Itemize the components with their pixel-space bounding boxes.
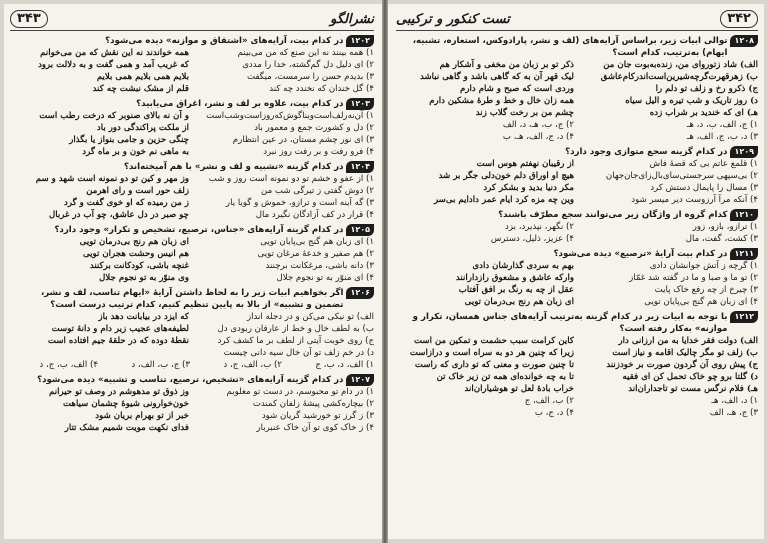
page-number: ۳۴۲ — [720, 10, 758, 28]
verse-line: که غریب آمد و همی گفت و به دلالت برود — [38, 60, 189, 70]
verse-item: ب) زهرقهرت‌گرچه‌شیرین‌است‌اندرکام‌عاشق — [600, 72, 758, 82]
question-stem: با توجه به ابیات زیر در کدام گزینه به‌ترتیب آرایه‌های جناس همسان، تکرار و موازنه» به‌کار رفته است؟ — [412, 312, 728, 334]
answer-option: ۴) ز خاک کوی تو آن خاک عنبربار — [256, 423, 374, 433]
question-stem-row — [10, 98, 374, 110]
question-block — [10, 35, 374, 95]
question-stem: اگر بخواهیم ابیات زیر را به لحاظ داشتن آرایهٔ «ایهام تناسب، لف و نشر، تضمین و تشبیه» از بالا به پایین تنظیم کنیم، کدام ترتیب درست است؟ — [40, 288, 344, 310]
answer-option: ۴) د، ج، ب — [534, 408, 574, 418]
verse-line: وین چه مزه کرد ایام عمر دادایم بی‌سر — [433, 195, 574, 205]
verse-line: از ملکت پراکندگی دور باد — [96, 123, 189, 133]
verse-line: تا به چه خوانده‌ای همه تن زیر خاک تن — [436, 372, 574, 382]
question-number: ۱۲۰۳ — [346, 98, 374, 110]
question-stem: در کدام گزینه سجع متوازی وجود دارد؟ — [565, 147, 728, 157]
question-stem: در کدام بیت، آرایه‌های «اشتقاق و موازنه» دیده می‌شود؟ — [105, 36, 344, 46]
answer-option: ۲) ج، ب، هـ، د، الف — [502, 120, 574, 130]
verse-line: هیچ او اوراق دلم خون‌دلی جگر بر شد — [438, 171, 574, 181]
verse-line: زیرا که چنین هر دو به سراه است و درازاست — [409, 348, 574, 358]
verse-line: لطیفه‌های عجیب زیر دام و دانهٔ توست — [51, 324, 189, 334]
verse-line: زلف حور است و رای اهرمن — [86, 186, 189, 196]
question-block — [396, 146, 758, 206]
question-stem: در کدام بیت، علاوه بر لف و نشر، اغراق می‌یابید؟ — [136, 99, 344, 109]
verse-item: هـ) ای که خندید بر شراب زده — [649, 108, 758, 118]
question-body — [10, 173, 374, 221]
page-number: ۳۴۳ — [10, 10, 48, 28]
verse-line: ای زبان هم رنج بی‌درمان تویی — [464, 297, 574, 307]
options-column — [580, 260, 758, 308]
verse-line: چشم من بر رخت گلاب زند — [475, 108, 574, 118]
answer-option: ۱) آن‌نه‌رلف‌است‌وبناگوش‌که‌روز‌است‌وشب‌است — [206, 111, 374, 121]
question-body — [10, 236, 374, 284]
answer-options — [396, 221, 758, 245]
verse-line: وارکه عاشق و مشعوق رازدارانند — [455, 273, 574, 283]
question-stem: در کدام گزینه آرایه‌های «تشخیص، ترصیع، تناسب و تشبیه» دیده می‌شود؟ — [37, 375, 344, 385]
answer-options — [10, 359, 374, 371]
verse-column — [396, 158, 574, 206]
question-list — [396, 35, 758, 419]
left-page — [4, 4, 382, 539]
answer-option: ۴) ای منوّر به تو نجوم جلال — [276, 273, 374, 283]
question-number: ۱۲۰۴ — [346, 161, 374, 173]
answer-option: ۱) گرچه ز آتش جوانشان دادی — [649, 261, 758, 271]
right-page-header — [396, 8, 758, 31]
answer-option: ۴) قرار در کف آزادگان نگیرد مال — [255, 210, 374, 220]
answer-option: ۳) گه آینه است و ترازو، خموش و گویا یار — [225, 198, 374, 208]
verse-column — [10, 110, 189, 158]
verse-line: هم انیس وحشت هجران تویی — [82, 249, 189, 259]
verse-column — [10, 236, 189, 284]
verse-column — [396, 260, 574, 308]
options-column — [195, 386, 374, 434]
answer-option: ۴) آنکه مرآ آرزوست دیر میسر شود — [631, 195, 758, 205]
answer-option: ۳) کشت، گفت، مال — [685, 234, 758, 244]
options-column — [580, 59, 758, 119]
answer-option: ۳) دانه باشی، مرغکانت برچنند — [265, 261, 374, 271]
question-stem: در کدام گزینه «تشبیه و لف و نشر» با هم آمیخته‌اند؟ — [123, 162, 344, 172]
answer-option: ۴) عزیز، ذلیل، دسترس — [490, 234, 574, 244]
verse-line: چنگی حزین و جامی بنواز یا بگذار — [69, 135, 189, 145]
page-title: تست‌ کنکور و ترکیبی — [396, 11, 510, 27]
answer-option: ۳) د، ب، ج، الف، هـ — [686, 132, 758, 142]
question-stem-row — [10, 287, 374, 311]
verse-line: خون‌خوارونی شیوهٔ چشمان سیاهت — [62, 399, 189, 409]
answer-option: ۴) الف، ب، ج، د — [39, 360, 98, 370]
question-body — [396, 59, 758, 119]
right-page — [388, 4, 764, 539]
verse-column — [10, 311, 189, 359]
answer-option: ۳) چیرخ از چه رفع خاک پایت — [654, 285, 758, 295]
answer-option: ۱) از عفو و خشم تو دو نمونه است روز و شب — [208, 174, 374, 184]
question-stem-row — [396, 248, 758, 260]
question-body — [10, 110, 374, 158]
question-stem-row — [396, 311, 758, 335]
answer-option: ۱) قلمع عاتم بی که قصهٔ فاش — [649, 159, 758, 169]
options-column — [195, 110, 374, 158]
verse-item: ب) زلف تو مگر چالیک اقامه و نیاز است — [612, 348, 758, 358]
question-block — [396, 248, 758, 308]
options-column — [580, 158, 758, 206]
verse-line: قلم از مشک نبشت چه کند — [92, 84, 189, 94]
answer-option: الف) تو نیکی می‌کن و در دجله انداز — [246, 312, 374, 322]
question-stem: در کدام گزینه آرایه‌های «جناس، ترصیع، تشخیص و تکرار» وجود دارد؟ — [54, 225, 344, 235]
verse-line: ای زبان هم رنج بی‌درمان تویی — [79, 237, 189, 247]
answer-option: ۴) فرو رفت و بر رفت روز نبرد — [263, 147, 374, 157]
question-number: ۱۲۰۸ — [730, 35, 758, 47]
answer-option: ۳) ج، هـ، الف — [709, 408, 758, 418]
verse-item: د) روز تاریک و شب تیره و الیل سیاه — [625, 96, 758, 106]
left-page-header — [10, 8, 374, 31]
answer-option: د) در خم زلف تو آن خال سیه دانی چیست — [223, 348, 374, 358]
verse-line: ز من رمیده که او خوی گفت و گرد — [64, 198, 189, 208]
answer-option: ۳) ای نور چشم مستان، در عین انتظارم — [232, 135, 374, 145]
answer-option: ۳) مسال را پایمال دستش کرد — [650, 183, 758, 193]
verse-item: الف) دولت فقر خدایا به من ارزانی دار — [618, 336, 758, 346]
options-column — [195, 311, 374, 359]
verse-line: نقطهٔ دوده که در حلقهٔ جیم افتاده است — [47, 336, 189, 346]
answer-option: ۳) ج، ب، الف، د — [131, 360, 190, 370]
verse-line: همه زان خال و خط و طرهٔ مشکین دارم — [429, 96, 574, 106]
verse-line: بلایم همی بلایم همی بلایم — [96, 72, 189, 82]
question-stem-row — [396, 209, 758, 221]
answer-option: ۲) دل و کشورت جمع و معمور باد — [254, 123, 374, 133]
answer-option: ۲) نگهر، نپذیرد، بزد — [505, 222, 574, 232]
verse-line: چو صبر در دل عاشق، چو آب در غربال — [49, 210, 189, 220]
answer-options — [396, 395, 758, 419]
question-number: ۱۲۰۹ — [730, 146, 758, 158]
question-number: ۱۲۱۲ — [730, 311, 758, 323]
verse-line: وز ذوق تو مدهوشم در وصف تو حیرانم — [48, 387, 189, 397]
question-block — [396, 311, 758, 419]
answer-option: ۳) ز گرز تو خورشید گریان شود — [261, 411, 374, 421]
answer-option: ۱) الف، د، ب، ج — [315, 360, 374, 370]
answer-option: ۲) ب، الف، ج — [524, 396, 574, 406]
question-body — [10, 47, 374, 95]
question-body — [10, 386, 374, 434]
verse-line: بهم به سردی گذارشان دادی — [472, 261, 574, 271]
answer-option: ب) به لطف خال و خط از عارفان ربودی دل — [217, 324, 374, 334]
answer-option: ۲) ب، الف، ج، د — [223, 360, 282, 370]
question-stem-row — [10, 224, 374, 236]
verse-line: خبر از تو بهرام بریان شود — [95, 411, 189, 421]
question-stem-row — [396, 146, 758, 158]
verse-line: وز مهر و کین تو دو نمونه است شهد و سم — [35, 174, 189, 184]
question-stem: در کدام بیت آرایهٔ «ترصیع» دیده می‌شود؟ — [553, 249, 728, 259]
answer-option: ۴) ای زبان هم گنج بی‌پایان تویی — [644, 297, 758, 307]
verse-column — [396, 335, 574, 395]
question-block — [10, 287, 374, 371]
options-column — [195, 47, 374, 95]
answer-option: ۱) ج، الف، ب، د، هـ — [686, 120, 758, 130]
question-number: ۱۲۱۰ — [730, 209, 758, 221]
answer-option: ۲) تو ما و صبا و ما در گفته شد غمّاز — [629, 273, 758, 283]
verse-line: وردی است که صبح و شام دارم — [460, 84, 574, 94]
answer-option: ۲) بی‌سپهی سرجستی‌سای‌بال‌زای‌جان‌جهان — [605, 171, 758, 181]
verse-column — [10, 173, 189, 221]
verse-line: لیک قهر آن به که گاهی باشد و گاهی نباشد — [419, 72, 574, 82]
verse-column — [10, 47, 189, 95]
verse-line: فدای نکهت مویت شمیم مشک تتار — [64, 423, 189, 433]
verse-line: که ایزد در بیابانت دهد باز — [98, 312, 189, 322]
answer-option: ۱) ترازو، بازو، زور — [692, 222, 758, 232]
verse-item: ج) ذکرو رخ و زلف تو دلم را — [655, 84, 758, 94]
answer-option: ۲) هم صفیر و خدعهٔ مرغان تویی — [257, 249, 374, 259]
question-stem: کدام گروه از واژگان زیر می‌توانند سجع مطرّف باشند؟ — [498, 210, 728, 220]
answer-option: ۴) گل خندان که نخندد چه کند — [269, 84, 374, 94]
question-number: ۱۲۰۶ — [346, 287, 374, 299]
verse-line: کاین کرامت سبب حشمت و تمکین من است — [413, 336, 574, 346]
options-column — [195, 236, 374, 284]
verse-item: د) گلتا برو چو خاک تحمل کن ای فقیه — [622, 372, 758, 382]
page-title: نشرالگو — [330, 11, 374, 27]
answer-option: ۱) در دام تو محبوسم، در دست تو مغلوبم — [226, 387, 374, 397]
verse-item: ج) پیش روی آن گردون صورت بر خودزنند — [606, 360, 758, 370]
question-number: ۱۲۱۱ — [730, 248, 758, 260]
question-stem-row — [10, 374, 374, 386]
verse-line: خراب بادهٔ لعل تو هوشیاران‌اند — [464, 384, 574, 394]
verse-column — [396, 59, 574, 119]
question-block — [10, 98, 374, 158]
answer-option: ۱) ای زبان هم گنج بی‌پایان تویی — [260, 237, 374, 247]
answer-option: ۲) بیچاره‌کشی پیشهٔ زلفان کمندت — [252, 399, 374, 409]
answer-option: ۱) همه بینند نه این صنع که من می‌بینم — [237, 48, 374, 58]
answer-option: ۴) د، ج، الف، هـ، ب — [502, 132, 574, 142]
verse-line: از رقیبان نهفتم هوس است — [476, 159, 574, 169]
question-number: ۱۲۰۷ — [346, 374, 374, 386]
question-block — [396, 35, 758, 143]
question-stem-row — [396, 35, 758, 59]
question-block — [396, 209, 758, 245]
verse-line: غنچه باشی، کودکانت برکنند — [89, 261, 189, 271]
question-stem-row — [10, 35, 374, 47]
question-stem-row — [10, 161, 374, 173]
verse-line: تا چنین صورت و معنی که تو داری که راست — [414, 360, 574, 370]
answer-option: ۲) ای دلیل دل گم‌گشته، خدا را مددی — [242, 60, 374, 70]
question-block — [10, 224, 374, 284]
question-body — [396, 260, 758, 308]
verse-line: به ماهی نم خون و بر ماه گرد — [82, 147, 189, 157]
answer-options — [396, 119, 758, 143]
answer-option: ۲) دوش گفتی ز تیرگی شب من — [261, 186, 374, 196]
answer-option: ج) روی خوبت آیتی از لطف بر ما کشف کرد — [217, 336, 374, 346]
verse-line: همه خواندند نه این نقش که من می‌خوانم — [40, 48, 189, 58]
question-number: ۱۲۰۲ — [346, 35, 374, 47]
question-block — [10, 161, 374, 221]
answer-option: ۳) بدیدم حسن را سرمست، میگفت — [247, 72, 374, 82]
question-number: ۱۲۰۵ — [346, 224, 374, 236]
verse-line: وی منوّر به تو نجوم جلال — [99, 273, 189, 283]
verse-item: هـ) فلام نرگس مست تو تاجداران‌اند — [628, 384, 758, 394]
verse-line: مکر دنیا بدید و بشکر کرد — [483, 183, 574, 193]
verse-line: عقل از چه به رنگ بر افق آفتاب — [458, 285, 574, 295]
question-body — [396, 158, 758, 206]
question-block — [10, 374, 374, 434]
question-body — [10, 311, 374, 359]
question-list — [10, 35, 374, 434]
options-column — [580, 335, 758, 395]
options-column — [195, 173, 374, 221]
verse-column — [10, 386, 189, 434]
answer-option: ۱) د، الف، هـ — [711, 396, 758, 406]
verse-item: الف) شاد زتورو‌ای من، زنده‌به‌بوت جان من — [603, 60, 758, 70]
question-body — [396, 335, 758, 395]
question-stem: توالی ابیات زیر، براساس آرایه‌های (لف و نشر، پارادوکس، استعاره، تشبیه، ایهام) به‌ترتیب، کدام است؟ — [412, 36, 728, 58]
verse-line: ذکر تو بر زبان من مخفی و آشکار هم — [439, 60, 574, 70]
verse-line: و آن نه بالای صنوبر که درخت رطب است — [39, 111, 189, 121]
